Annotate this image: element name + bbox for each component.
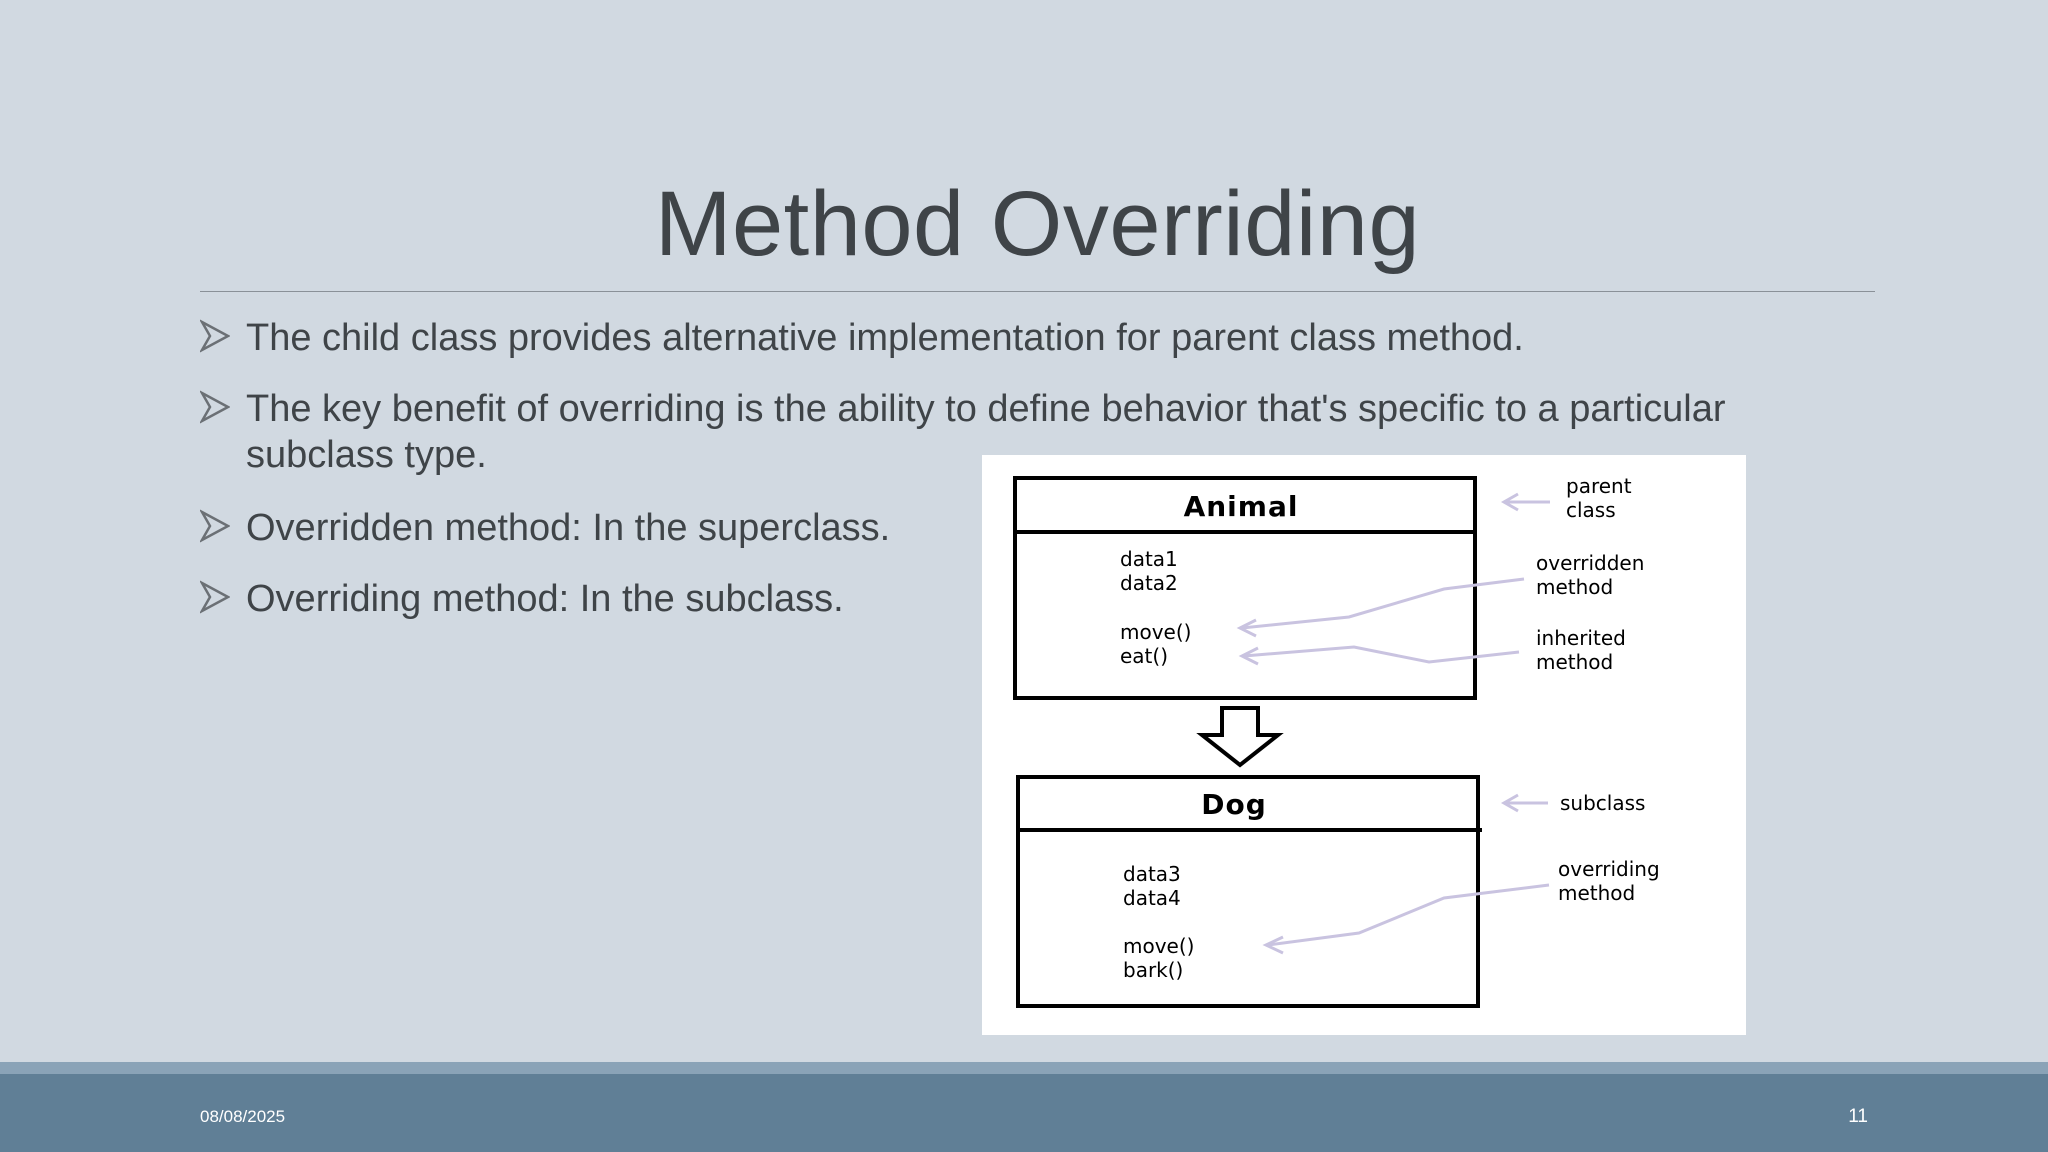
parent-class-name: Animal [1183, 490, 1299, 523]
annotation-label: method [1536, 650, 1614, 674]
parent-field: data2 [1120, 571, 1178, 595]
footer-date: 08/08/2025 [200, 1107, 286, 1126]
parent-field: data1 [1120, 547, 1178, 571]
bullet-text: Overriding method: In the subclass. [246, 578, 844, 620]
bullet-text: The child class provides alternative implementation for parent class method. [246, 317, 1524, 359]
annotation-label: overridden [1536, 551, 1645, 575]
annotation-label: method [1558, 881, 1636, 905]
annotation-label: method [1536, 575, 1614, 599]
annotation-label: inherited [1536, 626, 1626, 650]
child-method: bark() [1123, 958, 1184, 982]
class-diagram [982, 455, 1746, 1035]
child-field: data3 [1123, 862, 1181, 886]
footer-accent [0, 1062, 2048, 1074]
annotation-label: class [1566, 498, 1616, 522]
parent-method: eat() [1120, 644, 1169, 668]
annotation-label: subclass [1560, 791, 1646, 815]
bullet-arrow-icon [200, 579, 230, 615]
footer-bar [0, 1062, 2048, 1152]
inheritance-arrow-icon [1202, 708, 1278, 765]
bullet-text-continued: subclass type. [246, 434, 487, 476]
bullet-arrow-icon [200, 508, 230, 544]
bullet-text: The key benefit of overriding is the ability to define behavior that's specific to a particular [246, 388, 1726, 430]
child-field: data4 [1123, 886, 1181, 910]
annotation-label: parent [1566, 474, 1632, 498]
child-method: move() [1123, 934, 1195, 958]
slide-title: Method Overriding [654, 173, 1421, 275]
parent-method: move() [1120, 620, 1192, 644]
bullet-arrow-icon [200, 389, 230, 425]
title-divider [200, 291, 1875, 292]
bullet-text: Overridden method: In the superclass. [246, 507, 891, 549]
annotation-label: overriding [1558, 857, 1660, 881]
uml-diagram [982, 455, 1746, 1035]
child-class-name: Dog [1201, 788, 1267, 821]
page-number: 11 [1848, 1106, 1868, 1127]
bullet-arrow-icon [200, 318, 230, 354]
